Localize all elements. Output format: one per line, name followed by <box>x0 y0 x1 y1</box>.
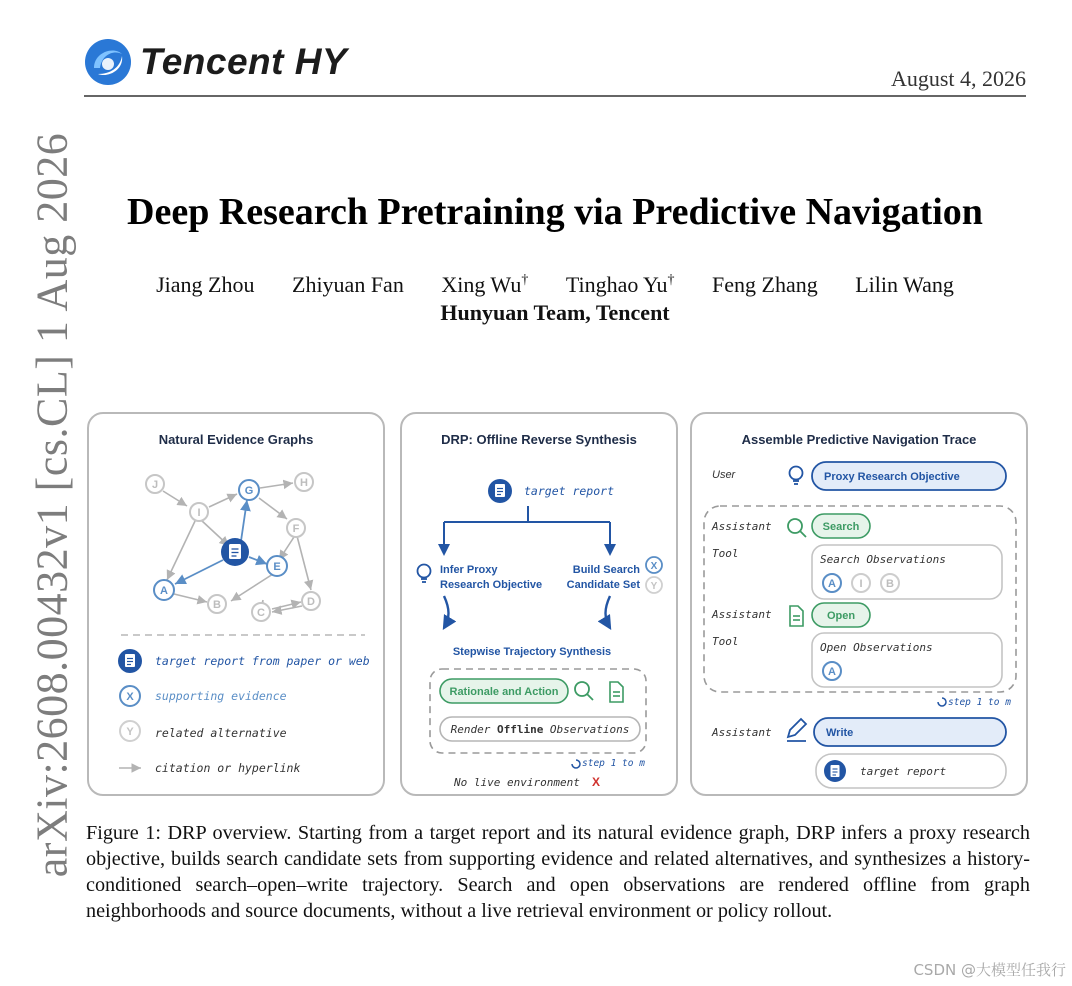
tool-label: Tool <box>712 547 739 560</box>
legend-document-icon <box>118 649 142 673</box>
assistant-label: Assistant <box>712 726 772 739</box>
graph-node-C <box>252 603 270 621</box>
infer-line-2: Research Objective <box>440 579 543 591</box>
assistant-label: Assistant <box>712 520 772 533</box>
build-line-2: Candidate Set <box>566 579 640 591</box>
svg-text:B: B <box>213 599 221 611</box>
graph-node-H <box>295 473 313 491</box>
author: Zhiyuan Fan <box>292 272 404 297</box>
affiliation: Hunyuan Team, Tencent <box>440 300 670 325</box>
build-line-1: Build Search <box>572 564 640 576</box>
assistant-label: Assistant <box>712 608 772 621</box>
legend-citation: citation or hyperlink <box>155 761 301 775</box>
svg-text:D: D <box>307 596 315 608</box>
svg-text:J: J <box>151 479 159 491</box>
loop-icon <box>938 698 946 706</box>
legend-target: target report from paper or web <box>155 654 370 668</box>
stepwise-label: Stepwise Trajectory Synthesis <box>452 646 612 658</box>
document-icon <box>610 682 623 702</box>
tencent-logo-icon <box>84 38 132 86</box>
graph-node-A <box>154 580 174 600</box>
graph-node-J <box>146 475 164 493</box>
target-report-icon <box>824 760 846 782</box>
author: Feng Zhang <box>712 272 818 297</box>
write-label: Write <box>826 727 854 739</box>
synthesis-diagram <box>402 414 676 794</box>
render-label: Render Offline Observations <box>450 723 630 736</box>
lightbulb-icon <box>790 467 803 485</box>
graph-node-F <box>287 519 305 537</box>
user-label: User <box>712 469 736 481</box>
legend <box>118 649 370 775</box>
author: Xing Wu† <box>441 272 529 297</box>
arxiv-stamp: arXiv:2608.00432v1 [cs.CL] 1 Aug 2026 <box>27 132 77 878</box>
legend-supporting: supporting evidence <box>155 689 287 703</box>
author: Lilin Wang <box>855 272 954 297</box>
loop-icon <box>572 760 580 768</box>
svg-text:I: I <box>197 507 201 519</box>
legend-related: related alternative <box>155 726 287 740</box>
panel-title: Natural Evidence Graphs <box>158 432 314 447</box>
open-node-a: A <box>828 666 836 678</box>
panel-evidence-graphs <box>87 412 385 796</box>
tool-label: Tool <box>712 635 739 648</box>
paper-date: August 4, 2026 <box>890 66 1026 91</box>
search-icon <box>575 682 593 700</box>
paper-title: Deep Research Pretraining via Predictive Navigation <box>127 191 983 233</box>
brand-name: Tencent HY <box>140 41 348 82</box>
objective-label: Proxy Research Objective <box>824 471 960 483</box>
author: Tinghao Yu† <box>565 272 675 297</box>
search-obs-label: Search Observations <box>820 553 946 566</box>
figure-caption: Figure 1: DRP overview. Starting from a target report and its natural evidence graph, DRP infers a proxy research objective, builds search candidate sets from supporting evidence and related alternatives, and synthesizes a history-conditioned search–open–write trajectory. Search and open observations are rendered offline from graph neighborhoods and source documents, without a live retrieval environment or policy rollout. <box>86 822 1030 922</box>
svg-text:A: A <box>160 585 168 597</box>
header-rule <box>84 95 1026 97</box>
svg-text:H: H <box>300 477 308 489</box>
target-report-label: target report <box>860 765 947 778</box>
node-y: Y <box>650 581 658 592</box>
trace-diagram <box>692 414 1026 794</box>
document-icon <box>790 606 803 626</box>
search-node-a: A <box>828 578 836 590</box>
node-x: X <box>650 561 658 572</box>
open-obs-label: Open Observations <box>820 641 933 654</box>
search-icon <box>788 519 806 537</box>
graph-node-E <box>267 556 287 576</box>
open-label: Open <box>826 610 856 622</box>
search-node-i: I <box>859 578 863 590</box>
svg-text:F: F <box>292 523 300 535</box>
legend-x-icon: X <box>126 691 134 703</box>
search-label: Search <box>822 521 860 533</box>
svg-text:C: C <box>257 607 265 619</box>
svg-text:G: G <box>244 485 254 497</box>
legend-y-icon: Y <box>126 726 134 738</box>
graph-node-G <box>239 480 259 500</box>
graph-node-I <box>190 503 208 521</box>
author-list <box>84 272 1026 298</box>
panel-navigation-trace <box>690 412 1028 796</box>
panel-title: Assemble Predictive Navigation Trace <box>741 432 977 447</box>
panel-offline-synthesis <box>400 412 678 796</box>
svg-text:E: E <box>273 561 281 573</box>
author: Jiang Zhou <box>156 272 255 297</box>
target-report-label: target report <box>524 484 615 498</box>
infer-line-1: Infer Proxy <box>440 564 498 576</box>
panel-title: DRP: Offline Reverse Synthesis <box>441 432 637 447</box>
step-label: step 1 to m <box>948 697 1011 708</box>
search-node-b: B <box>886 578 894 590</box>
target-report-icon <box>488 479 512 503</box>
graph-node-D <box>302 592 320 610</box>
step-label: step 1 to m <box>582 758 645 769</box>
rationale-label: Rationale and Action <box>449 686 559 698</box>
evidence-graph <box>89 414 383 794</box>
watermark: CSDN @大模型任我行 <box>913 961 1066 979</box>
lightbulb-icon <box>418 565 431 583</box>
brand-logo <box>84 38 347 86</box>
graph-node-B <box>208 595 226 613</box>
no-live-label: No live environment <box>454 776 580 789</box>
pen-icon <box>787 719 806 741</box>
target-report-node <box>221 538 249 566</box>
cross-icon: X <box>592 775 601 789</box>
